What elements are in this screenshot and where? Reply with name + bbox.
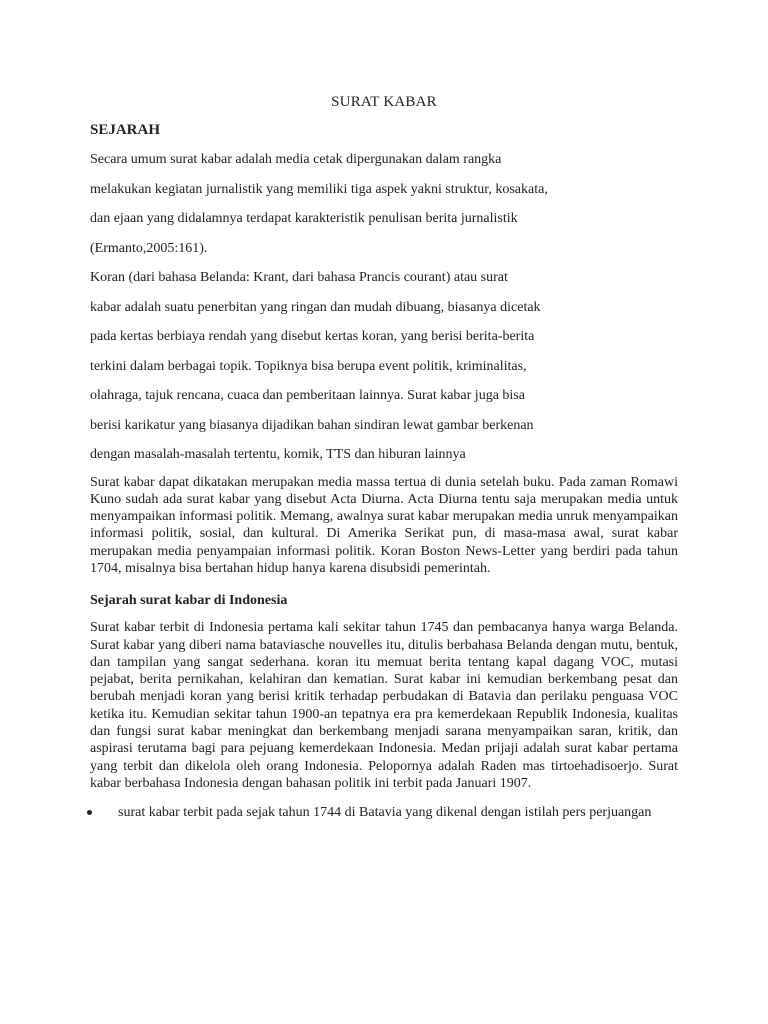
bullet-text: surat kabar terbit pada sejak tahun 1744 di Batavia yang dikenal dengan istilah pers perjuangan [118,805,652,821]
list-item [90,803,678,822]
intro-line: berisi karikatur yang biasanya dijadikan bahan sindiran lewat gambar berkenan [90,417,534,433]
intro-line: dan ejaan yang didalamnya terdapat karakteristik penulisan berita jurnalistik [90,211,518,226]
intro-line: melakukan kegiatan jurnalistik yang memiliki tiga aspek yakni struktur, kosakata, [90,181,548,197]
bullet-list [90,803,678,822]
intro-line: terkini dalam berbagai topik. Topiknya bisa berupa event politik, kriminalitas, [90,358,527,374]
intro-line: (Ermanto,2005:161). [90,240,208,256]
document-title: SURAT KABAR [331,94,437,110]
intro-line: Koran (dari bahasa Belanda: Krant, dari bahasa Prancis courant) atau surat [90,270,508,285]
intro-line: olahraga, tajuk rencana, cuaca dan pemberitaan lainnya. Surat kabar juga bisa [90,388,525,403]
section-heading: SEJARAH [90,122,161,138]
intro-line: kabar adalah suatu penerbitan yang ringan dan mudah dibuang, biasanya dicetak [90,299,541,315]
indonesia-subheading: Sejarah surat kabar di Indonesia [90,593,288,609]
intro-line: dengan masalah-masalah tertentu, komik, TTS dan hiburan lainnya [90,447,466,462]
intro-line: Secara umum surat kabar adalah media cetak dipergunakan dalam rangka [90,152,502,167]
history-paragraph: Surat kabar dapat dikatakan merupakan media massa tertua di dunia setelah buku. Pada zaman Romawi Kuno sudah ada surat kabar yang disebut Acta Diurna. Acta Diurna tentu saja merupakan media untuk menyampaikan informasi politik. Memang, awalnya surat kabar merupakan media unruk menyampaikan informasi politik, sosial, dan kultural. Di Amerika Serikat pun, di masa-masa awal, surat kabar merupakan media penyampaian informasi politik. Koran Boston News-Letter yang berdiri pada tahun 1704, misalnya bisa bertahan hidup hanya karena disubsidi pemerintah. [90,474,678,576]
indonesia-paragraph: Surat kabar terbit di Indonesia pertama kali sekitar tahun 1745 dan pembacanya hanya warga Belanda. Surat kabar yang diberi nama bataviasche nouvelles itu, ditulis berbahasa Belanda dengan mutu, bentuk, dan tampilan yang sangat sederhana. koran itu memuat berita tentang kapal dagang VOC, mutasi pejabat, berita pernikahan, kelahiran dan kematian. Surat kabar ini kemudian berkembang pesat dan berubah menjadi koran yang berisi kritik terhadap perbudakan di Batavia dan perilaku penguasa VOC ketika itu. Kemudian sekitar tahun 1900-an tepatnya era pra kemerdekaan Republik Indonesia, kualitas dan fungsi surat kabar meningkat dan berkembang menjadi sarana menyampaikan saran, kritik, dan aspirasi terutama bagi para pejuang kemerdekaan Indonesia. Medan prijaji adalah surat kabar pertama yang terbit dan dikelola oleh orang Indonesia. Pelopornya adalah Raden mas tirtoehadisoerjo. Surat kabar berbahasa Indonesia dengan bahasan politik ini terbit pada Januari 1907. [90,620,678,791]
intro-text-block [90,145,678,470]
intro-line: pada kertas berbiaya rendah yang disebut kertas koran, yang berisi berita-berita [90,329,535,344]
document-body [90,93,678,822]
bullet-icon [87,810,92,815]
